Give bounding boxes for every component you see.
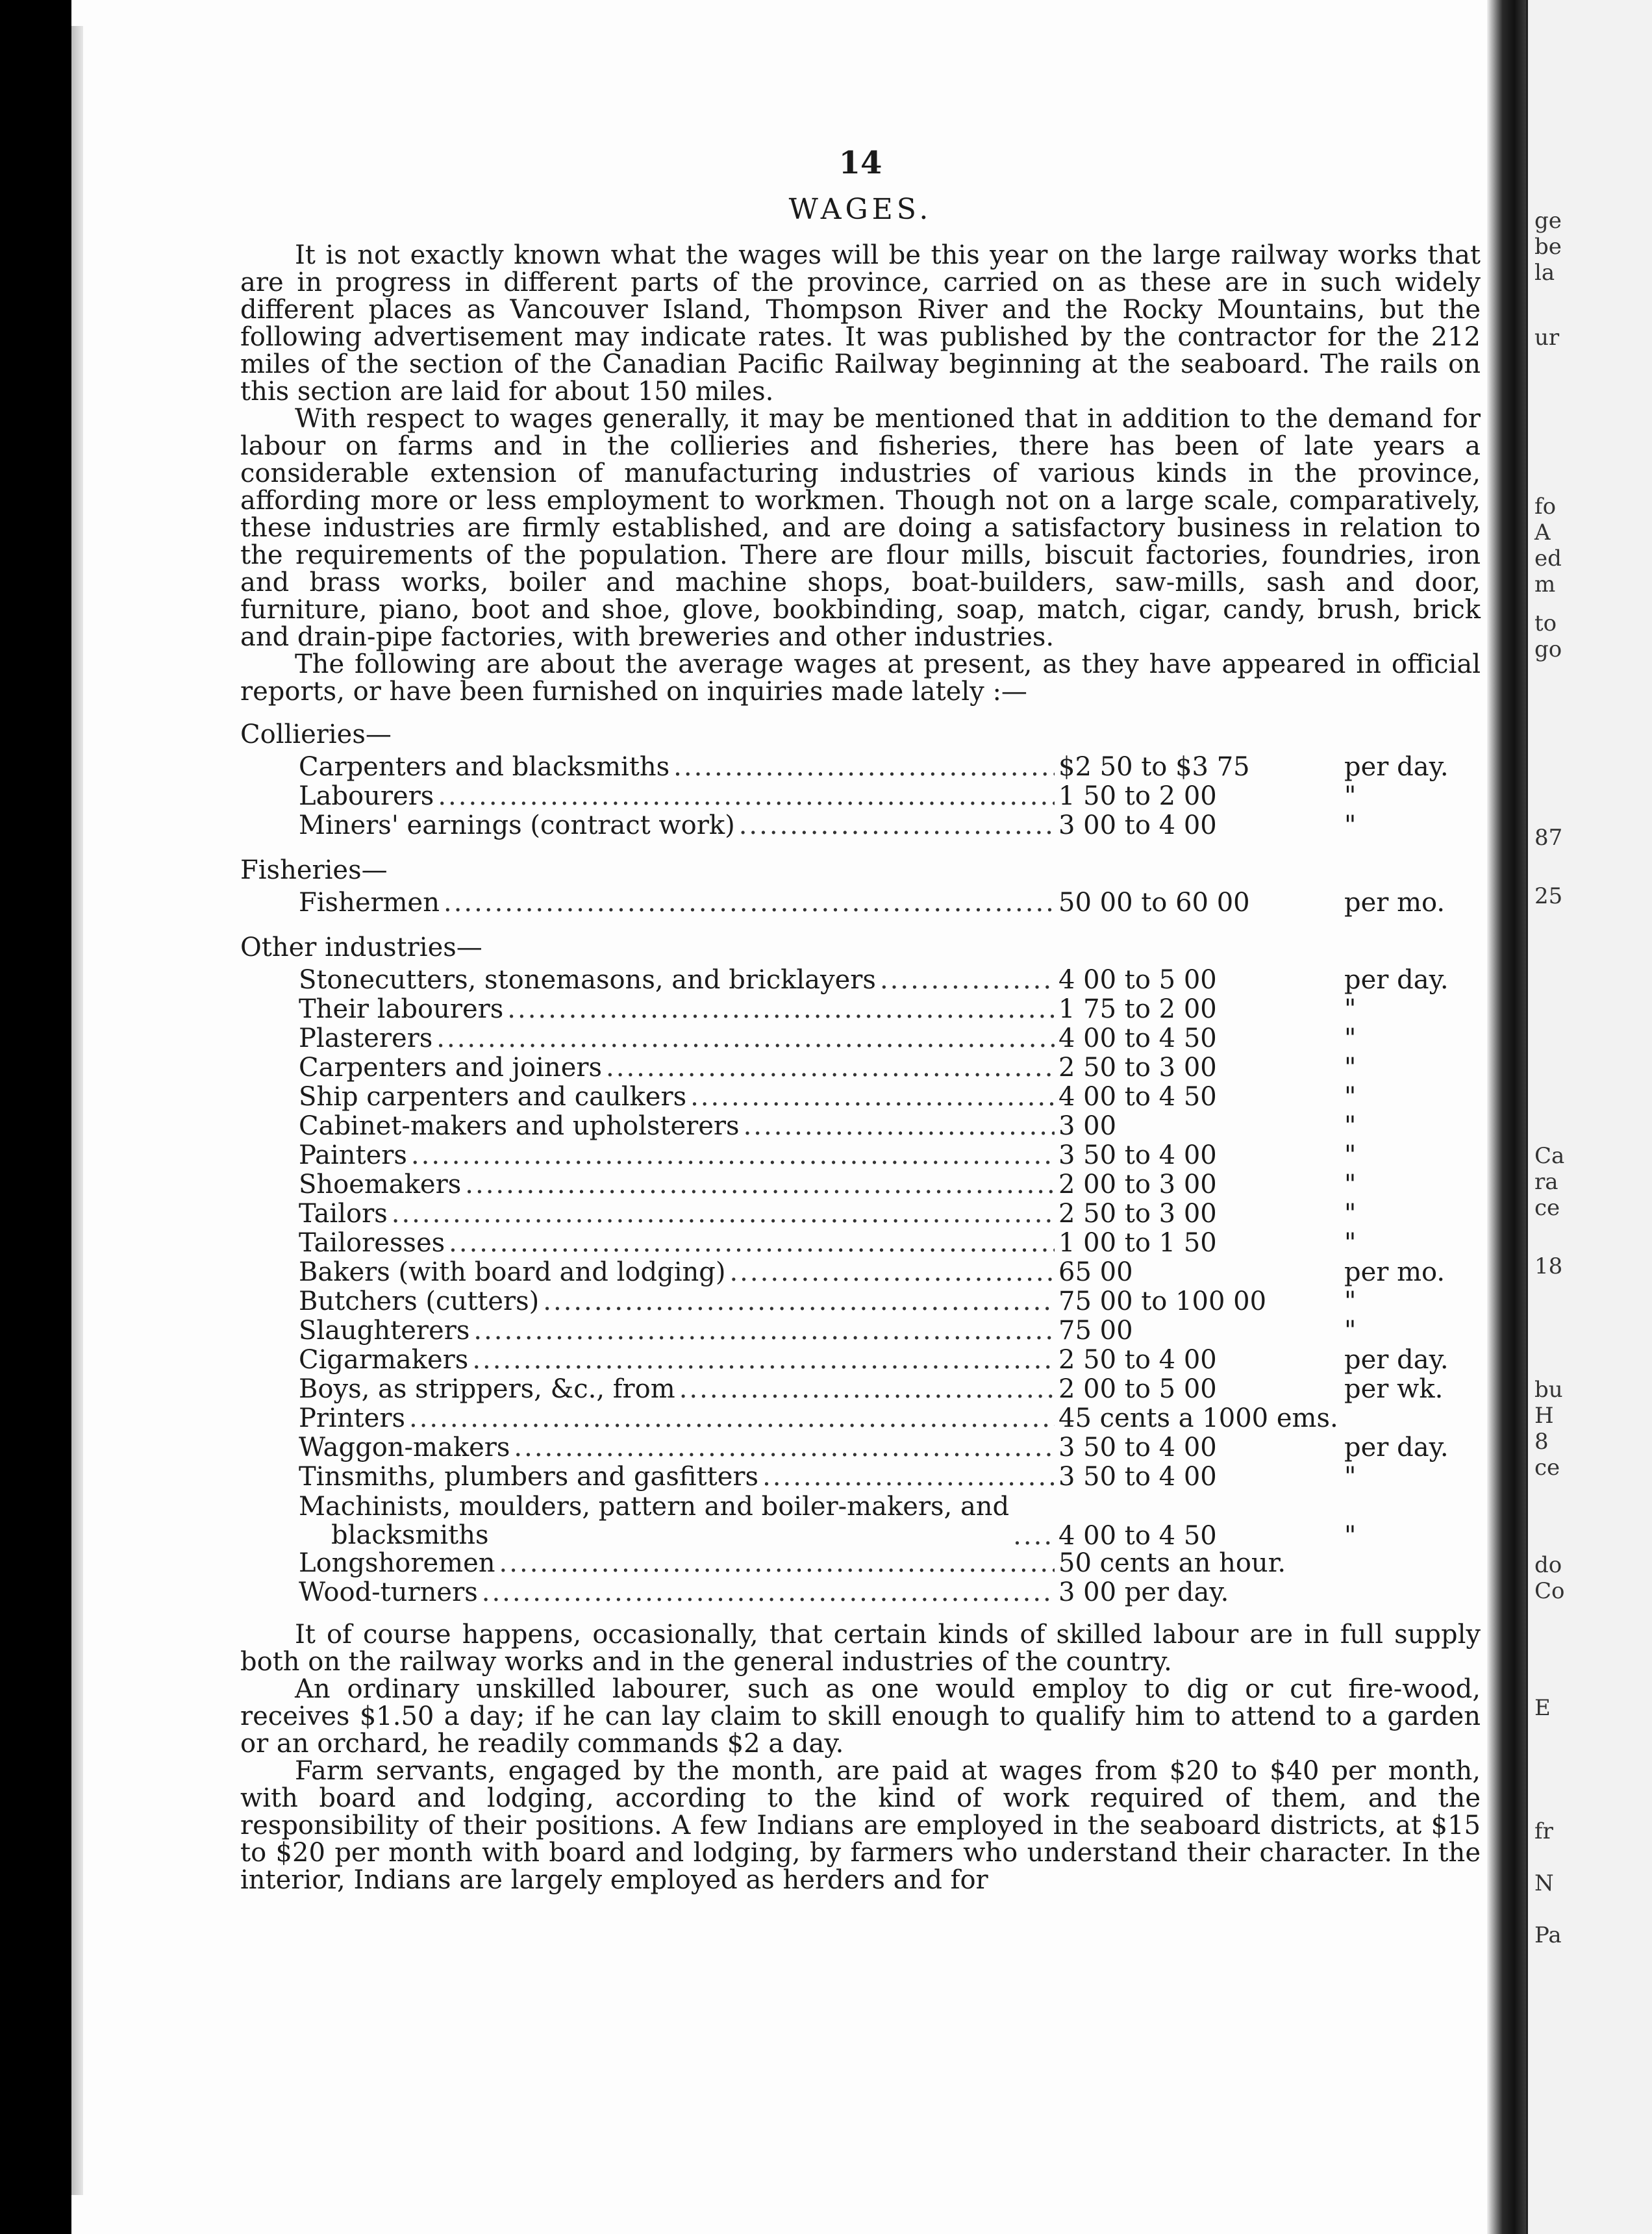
dot-leader [444,889,1055,916]
dot-leader [690,1083,1055,1111]
wage-rate: 4 00 to 4 50 [1058,1082,1217,1112]
adjacent-page-text: to [1534,610,1557,636]
wage-label: Tailors [299,1199,388,1229]
wage-label: Slaughterers [299,1316,470,1346]
wage-label-line: Machinists, moulders, pattern and boiler-makers, and [299,1492,1010,1522]
wage-unit: per mo. [1344,1257,1446,1287]
dot-leader [499,1550,1055,1577]
closing-paragraph-1: It of course happens, occasionally, that certain kinds of skilled labour are in full supply both on the railway works and in the general industries of the country. [240,1620,1481,1677]
adjacent-page-text: do [1534,1552,1562,1578]
wage-row [240,966,1481,996]
wage-row [240,783,1481,812]
adjacent-page-text: Ca [1534,1143,1565,1169]
adjacent-page-text: be [1534,234,1562,260]
wage-label [240,1492,1009,1550]
adjacent-page-text: fr [1534,1818,1553,1844]
wage-label: Shoemakers [299,1170,462,1199]
section-title: Fisheries— [240,855,388,885]
dot-leader [392,1200,1055,1227]
adjacent-page-text: A [1534,520,1551,546]
wage-row [240,1550,1481,1579]
wage-label: Carpenters and joiners [299,1053,603,1083]
adjacent-page-text: ce [1534,1195,1560,1221]
wage-unit: " [1344,994,1357,1024]
dot-leader [880,966,1055,994]
page-heading: WAGES. [788,193,932,226]
wage-row [240,1200,1481,1229]
wage-unit: per day. [1344,1433,1449,1462]
wage-row [240,1579,1481,1608]
dot-leader [438,783,1055,810]
wage-row [240,1112,1481,1142]
wage-rate: $2 50 to $3 75 [1058,752,1250,782]
wage-label: Tailoresses [299,1228,445,1258]
wage-label: Their labourers [299,994,504,1024]
wage-rate: 2 00 to 3 00 [1058,1170,1217,1199]
wage-row [240,1083,1481,1112]
wage-rate: 4 00 to 5 00 [1058,965,1217,995]
dot-leader [472,1346,1055,1374]
wage-row [240,1142,1481,1171]
wage-label: Boys, as strippers, &c., from [299,1374,675,1404]
intro-paragraph-3: The following are about the average wages at present, as they have appeared in official reports, or have been furnished on inquiries made lately :— [240,649,1481,707]
wage-row [240,1317,1481,1346]
wage-unit: " [1344,1140,1357,1170]
dot-leader [409,1405,1055,1432]
wage-unit: " [1344,1023,1357,1053]
adjacent-page-text: la [1534,260,1555,286]
wage-rate: 3 00 to 4 00 [1058,810,1217,840]
adjacent-page-text: ur [1534,325,1560,351]
wage-row [240,1171,1481,1200]
intro-paragraph-1: It is not exactly known what the wages will be this year on the large railway works that are in progress in different parts of the province, carried on as these are in such widely different places as Vancouver Island, Thompson River and the Rocky Mountains, but the following advertisement may indicate rates. It was published by the contractor for the 212 miles of the section of the Canadian Pacific Railway beginning at the seaboard. The rails on this section are laid for about 150 miles. [240,240,1481,407]
wage-label-line: blacksmiths [331,1520,489,1550]
adjacent-page-text: bu [1534,1377,1563,1403]
wage-row [240,1463,1481,1492]
wage-rate: 1 00 to 1 50 [1058,1228,1217,1258]
adjacent-page-text: 8 [1534,1429,1549,1455]
wage-table [240,721,1481,1608]
wage-row [240,1405,1481,1434]
dot-leader [411,1142,1055,1169]
dot-leader [514,1434,1055,1461]
adjacent-page-text: N [1534,1870,1554,1896]
wage-rate: 2 50 to 4 00 [1058,1345,1217,1375]
wage-rate: 3 50 to 4 00 [1058,1140,1217,1170]
wage-label: Plasterers [299,1023,433,1053]
adjacent-page-text: E [1534,1695,1551,1721]
wage-unit: " [1344,1053,1357,1083]
wage-row [240,1259,1481,1288]
wage-unit: " [1344,1316,1357,1346]
dot-leader [739,812,1055,839]
wage-rate: 4 00 to 4 50 [1058,1023,1217,1053]
dot-leader [673,753,1055,781]
dot-leader [465,1171,1055,1198]
wage-label: Printers [299,1403,405,1433]
wage-row [240,1054,1481,1083]
wage-row [240,753,1481,783]
adjacent-page-text: ge [1534,208,1562,234]
adjacent-page-fragment [1526,0,1652,2234]
dot-leader [543,1288,1055,1315]
wage-row [240,1434,1481,1463]
wage-unit: per mo. [1344,888,1446,918]
wage-unit: per day. [1344,1345,1449,1375]
wage-label: Fishermen [299,888,440,918]
wage-unit: per day. [1344,752,1449,782]
dot-leader [436,1025,1055,1052]
wage-rate: 4 00 to 4 50 [1058,1521,1217,1551]
intro-paragraph-2: With respect to wages generally, it may be mentioned that in addition to the demand for labour on farms and in the collieries and fisheries, there has been of late years a considerable extension of manufacturing industries of various kinds in the province, affording more or less employment to workmen. Though not on a large scale, comparatively, these industries are firmly established, and are doing a satisfactory business in relation to the requirements of the population. There are flour mills, biscuit factories, foundries, iron and brass works, boiler and machine shops, boat-builders, saw-mills, sash and door, furniture, piano, boot and shoe, glove, bookbinding, soap, match, cigar, candy, brush, brick and drain-pipe factories, with breweries and other industries. [240,404,1481,652]
dot-leader [482,1579,1055,1606]
wage-rate: 2 50 to 3 00 [1058,1199,1217,1229]
wage-rate: 75 00 to 100 00 [1058,1286,1267,1316]
adjacent-page-text: Pa [1534,1922,1562,1948]
dot-leader [507,996,1055,1023]
wage-rate: 2 00 to 5 00 [1058,1374,1217,1404]
wage-row [240,1346,1481,1375]
wage-unit: " [1344,781,1357,811]
wage-row [240,1288,1481,1317]
adjacent-page-text: ed [1534,546,1562,571]
dot-leader [679,1375,1055,1403]
wage-label: Wood-turners [299,1577,478,1607]
wage-rate: 3 50 to 4 00 [1058,1433,1217,1462]
adjacent-page-text: 18 [1534,1253,1563,1279]
wage-label: Carpenters and blacksmiths [299,752,670,782]
wage-unit: per wk. [1344,1374,1444,1404]
adjacent-page-text: m [1534,571,1556,597]
adjacent-page-text: ra [1534,1169,1558,1195]
wage-label: Butchers (cutters) [299,1286,540,1316]
page-edge-shadow [71,26,83,2195]
wage-label: Labourers [299,781,434,811]
page-content [240,145,1481,1895]
wage-row [240,889,1481,918]
adjacent-page-text: go [1534,636,1562,662]
adjacent-page-text: ce [1534,1455,1560,1481]
wage-unit: " [1344,1111,1357,1141]
book-gutter [1487,0,1526,2234]
wage-label: Tinsmiths, plumbers and gasfitters [299,1462,759,1492]
wage-row [240,1025,1481,1054]
wage-unit: " [1344,1286,1357,1316]
wage-rate: 3 00 per day. [1058,1577,1229,1607]
closing-paragraph-3: Farm servants, engaged by the month, are paid at wages from $20 to $40 per month, with board and lodging, according to the kind of work required of them, and the responsibility of their positions. A few Indians are employed in the seaboard districts, at $15 to $20 per month with board and lodging, by farmers who understand their character. In the interior, Indians are largely employed as herders and for [240,1756,1481,1895]
wage-rate: 75 00 [1058,1316,1133,1346]
wage-unit: " [1344,810,1357,840]
wage-row [240,996,1481,1025]
wage-rate: 50 cents an hour. [1058,1548,1286,1578]
adjacent-page-text: 87 [1534,825,1563,851]
wage-rate: 1 50 to 2 00 [1058,781,1217,811]
wage-label: Ship carpenters and caulkers [299,1082,687,1112]
wage-row [240,1375,1481,1405]
wage-unit: " [1344,1521,1357,1551]
wage-label: Cabinet-makers and upholsterers [299,1111,740,1141]
wage-unit: per day. [1344,965,1449,995]
adjacent-page-text: 25 [1534,883,1563,909]
dot-leader [762,1463,1055,1490]
wage-row [240,1229,1481,1259]
wage-unit: " [1344,1462,1357,1492]
dot-leader [606,1054,1055,1081]
adjacent-page-text: H [1534,1403,1554,1429]
wage-rate: 2 50 to 3 00 [1058,1053,1217,1083]
dot-leader [744,1112,1055,1140]
scanned-page [71,0,1507,2234]
wage-label: Waggon-makers [299,1433,510,1462]
wage-unit: " [1344,1199,1357,1229]
wage-row [240,812,1481,841]
adjacent-page-text: Co [1534,1578,1565,1604]
wage-unit: " [1344,1228,1357,1258]
wage-label: Stonecutters, stonemasons, and bricklayers [299,965,876,995]
section-title: Other industries— [240,933,482,962]
wage-rate: 45 cents a 1000 ems. [1058,1403,1338,1433]
wage-row [240,1492,1481,1550]
section-title: Collieries— [240,720,392,749]
wage-rate: 3 00 [1058,1111,1117,1141]
wage-unit: " [1344,1082,1357,1112]
adjacent-page-text: fo [1534,494,1557,520]
wage-label: Bakers (with board and lodging) [299,1257,726,1287]
dot-leader [449,1229,1055,1257]
page-number: 14 [838,145,882,181]
closing-paragraph-2: An ordinary unskilled labourer, such as one would employ to dig or cut fire-wood, receives $1.50 a day; if he can lay claim to skill enough to qualify him to attend to a garden or an orchard, he readily commands $2 a day. [240,1674,1481,1759]
wage-label: Longshoremen [299,1548,495,1578]
dot-leader [1013,1522,1055,1550]
wage-label: Cigarmakers [299,1345,469,1375]
wage-rate: 3 50 to 4 00 [1058,1462,1217,1492]
wage-rate: 50 00 to 60 00 [1058,888,1250,918]
wage-label: Painters [299,1140,407,1170]
dot-leader [729,1259,1055,1286]
wage-unit: " [1344,1170,1357,1199]
wage-rate: 1 75 to 2 00 [1058,994,1217,1024]
wage-rate: 65 00 [1058,1257,1133,1287]
dot-leader [473,1317,1055,1344]
wage-label: Miners' earnings (contract work) [299,810,735,840]
